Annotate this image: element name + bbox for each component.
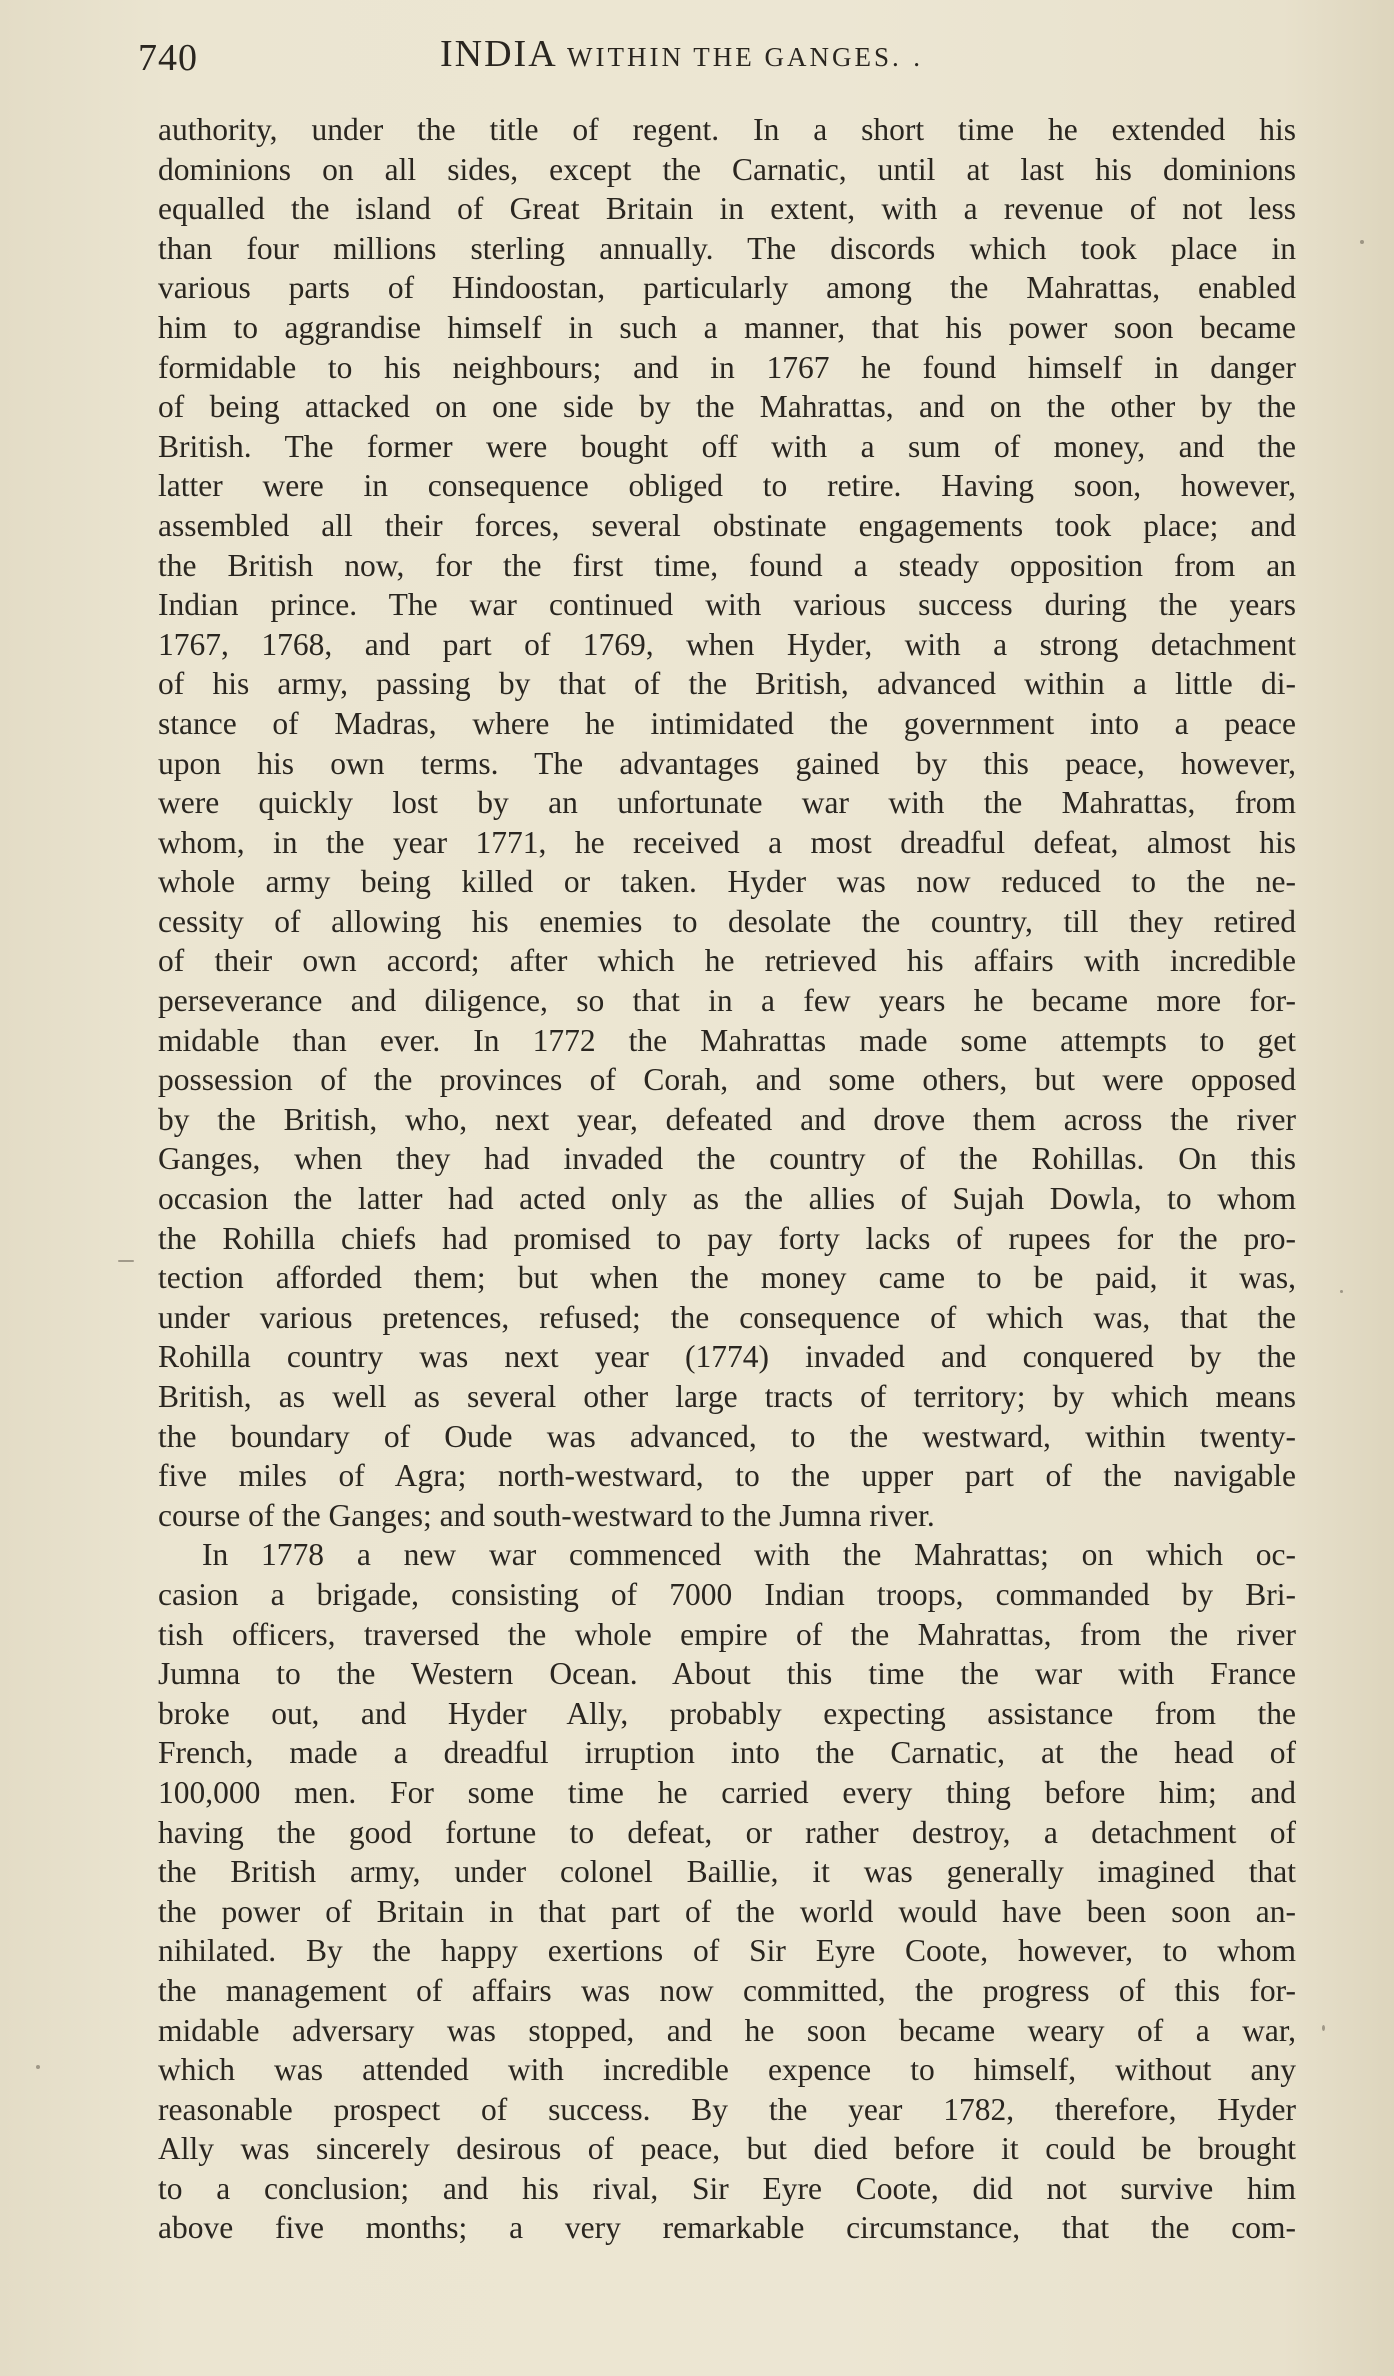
text-line: the power of Britain in that part of the world would have been soon an- xyxy=(158,1893,1296,1929)
text-line: the management of affairs was now committed, the progress of this for- xyxy=(158,1972,1296,2008)
page-header xyxy=(135,28,1315,88)
text-line: equalled the island of Great Britain in extent, with a revenue of not less xyxy=(158,191,1296,227)
text-line: the Rohilla chiefs had promised to pay forty lacks of rupees for the pro- xyxy=(158,1220,1296,1256)
text-line: of their own accord; after which he retrieved his affairs with incredible xyxy=(158,943,1296,979)
text-line: whom, in the year 1771, he received a most dreadful defeat, almost his xyxy=(158,824,1296,860)
text-line: under various pretences, refused; the consequence of which was, that the xyxy=(158,1299,1296,1335)
paper-speck xyxy=(1360,240,1364,244)
text-line: possession of the provinces of Corah, and some others, but were opposed xyxy=(158,1062,1296,1098)
text-line: various parts of Hindoostan, particularly among the Mahrattas, enabled xyxy=(158,270,1296,306)
text-line: 1767, 1768, and part of 1769, when Hyder, with a strong detachment xyxy=(158,626,1296,662)
text-line: French, made a dreadful irruption into the Carnatic, at the head of xyxy=(158,1735,1296,1771)
paper-speck xyxy=(118,1260,134,1262)
running-head-main: INDIA xyxy=(440,33,556,75)
text-line: by the British, who, next year, defeated and drove them across the river xyxy=(158,1101,1296,1137)
running-head-dot: . xyxy=(913,42,924,72)
text-line: whole army being killed or taken. Hyder was now reduced to the ne- xyxy=(158,864,1296,900)
page-number: 740 xyxy=(138,37,198,79)
text-line: assembled all their forces, several obstinate engagements took place; and xyxy=(158,507,1296,543)
text-line: Ganges, when they had invaded the country of the Rohillas. On this xyxy=(158,1141,1296,1177)
text-line: British. The former were bought off with a sum of money, and the xyxy=(158,428,1296,464)
running-head-rest: WITHIN THE GANGES. xyxy=(567,42,902,72)
text-line: to a conclusion; and his rival, Sir Eyre Coote, did not survive him xyxy=(158,2170,1296,2206)
text-line: five miles of Agra; north-westward, to the upper part of the navigable xyxy=(158,1458,1296,1494)
text-line: nihilated. By the happy exertions of Sir Eyre Coote, however, to whom xyxy=(158,1933,1296,1969)
text-line: British, as well as several other large tracts of territory; by which means xyxy=(158,1379,1296,1414)
text-line: cessity of allowing his enemies to desolate the country, till they retired xyxy=(158,903,1296,939)
text-line: above five months; a very remarkable circumstance, that the com- xyxy=(158,2210,1296,2246)
paper-speck xyxy=(1340,1290,1343,1293)
text-line: course of the Ganges; and south-westward to the Jumna river. xyxy=(158,1497,935,1533)
text-line: perseverance and diligence, so that in a few years he became more for- xyxy=(158,983,1296,1019)
text-line: of being attacked on one side by the Mahrattas, and on the other by the xyxy=(158,389,1296,425)
text-line: midable than ever. In 1772 the Mahrattas made some attempts to get xyxy=(158,1022,1296,1058)
text-line: than four millions sterling annually. The discords which took place in xyxy=(158,230,1296,266)
text-line: the British army, under colonel Baillie, it was generally imagined that xyxy=(158,1854,1296,1890)
text-line: dominions on all sides, except the Carnatic, until at last his dominions xyxy=(158,151,1296,187)
text-line: midable adversary was stopped, and he soon became weary of a war, xyxy=(158,2012,1296,2048)
text-line: broke out, and Hyder Ally, probably expecting assistance from the xyxy=(158,1695,1296,1731)
text-line: formidable to his neighbours; and in 1767 he found himself in danger xyxy=(158,349,1296,385)
paper-speck xyxy=(36,2065,40,2069)
paper-speck xyxy=(1322,2025,1325,2031)
text-line: upon his own terms. The advantages gained by this peace, however, xyxy=(158,745,1296,781)
text-line: 100,000 men. For some time he carried every thing before him; and xyxy=(158,1774,1296,1810)
text-line: Indian prince. The war continued with various success during the years xyxy=(158,587,1296,623)
text-line: him to aggrandise himself in such a manner, that his power soon became xyxy=(158,309,1296,345)
text-line: tection afforded them; but when the money came to be paid, it was, xyxy=(158,1260,1296,1296)
text-line: latter were in consequence obliged to retire. Having soon, however, xyxy=(158,468,1296,504)
text-line: having the good fortune to defeat, or rather destroy, a detachment of xyxy=(158,1814,1296,1850)
text-line: Rohilla country was next year (1774) invaded and conquered by the xyxy=(158,1339,1296,1375)
running-head xyxy=(440,32,923,76)
text-line: were quickly lost by an unfortunate war with the Mahrattas, from xyxy=(158,785,1296,821)
text-line: of his army, passing by that of the British, advanced within a little di- xyxy=(158,666,1296,702)
text-line: authority, under the title of regent. In a short time he extended his xyxy=(158,112,1296,147)
text-line: Jumna to the Western Ocean. About this time the war with France xyxy=(158,1656,1296,1692)
text-line: tish officers, traversed the whole empire of the Mahrattas, from the river xyxy=(158,1616,1296,1652)
body-text xyxy=(158,110,1296,2248)
text-line: which was attended with incredible expence to himself, without any xyxy=(158,2052,1296,2088)
text-line: the British now, for the first time, found a steady opposition from an xyxy=(158,547,1296,583)
text-line: Ally was sincerely desirous of peace, but died before it could be brought xyxy=(158,2131,1296,2167)
text-line: stance of Madras, where he intimidated the government into a peace xyxy=(158,705,1296,741)
text-line: the boundary of Oude was advanced, to the westward, within twenty- xyxy=(158,1418,1296,1454)
text-line: reasonable prospect of success. By the year 1782, therefore, Hyder xyxy=(158,2091,1296,2127)
text-line: occasion the latter had acted only as the allies of Sujah Dowla, to whom xyxy=(158,1181,1296,1217)
text-line: In 1778 a new war commenced with the Mahrattas; on which oc- xyxy=(202,1537,1296,1573)
text-line: casion a brigade, consisting of 7000 Indian troops, commanded by Bri- xyxy=(158,1576,1296,1612)
